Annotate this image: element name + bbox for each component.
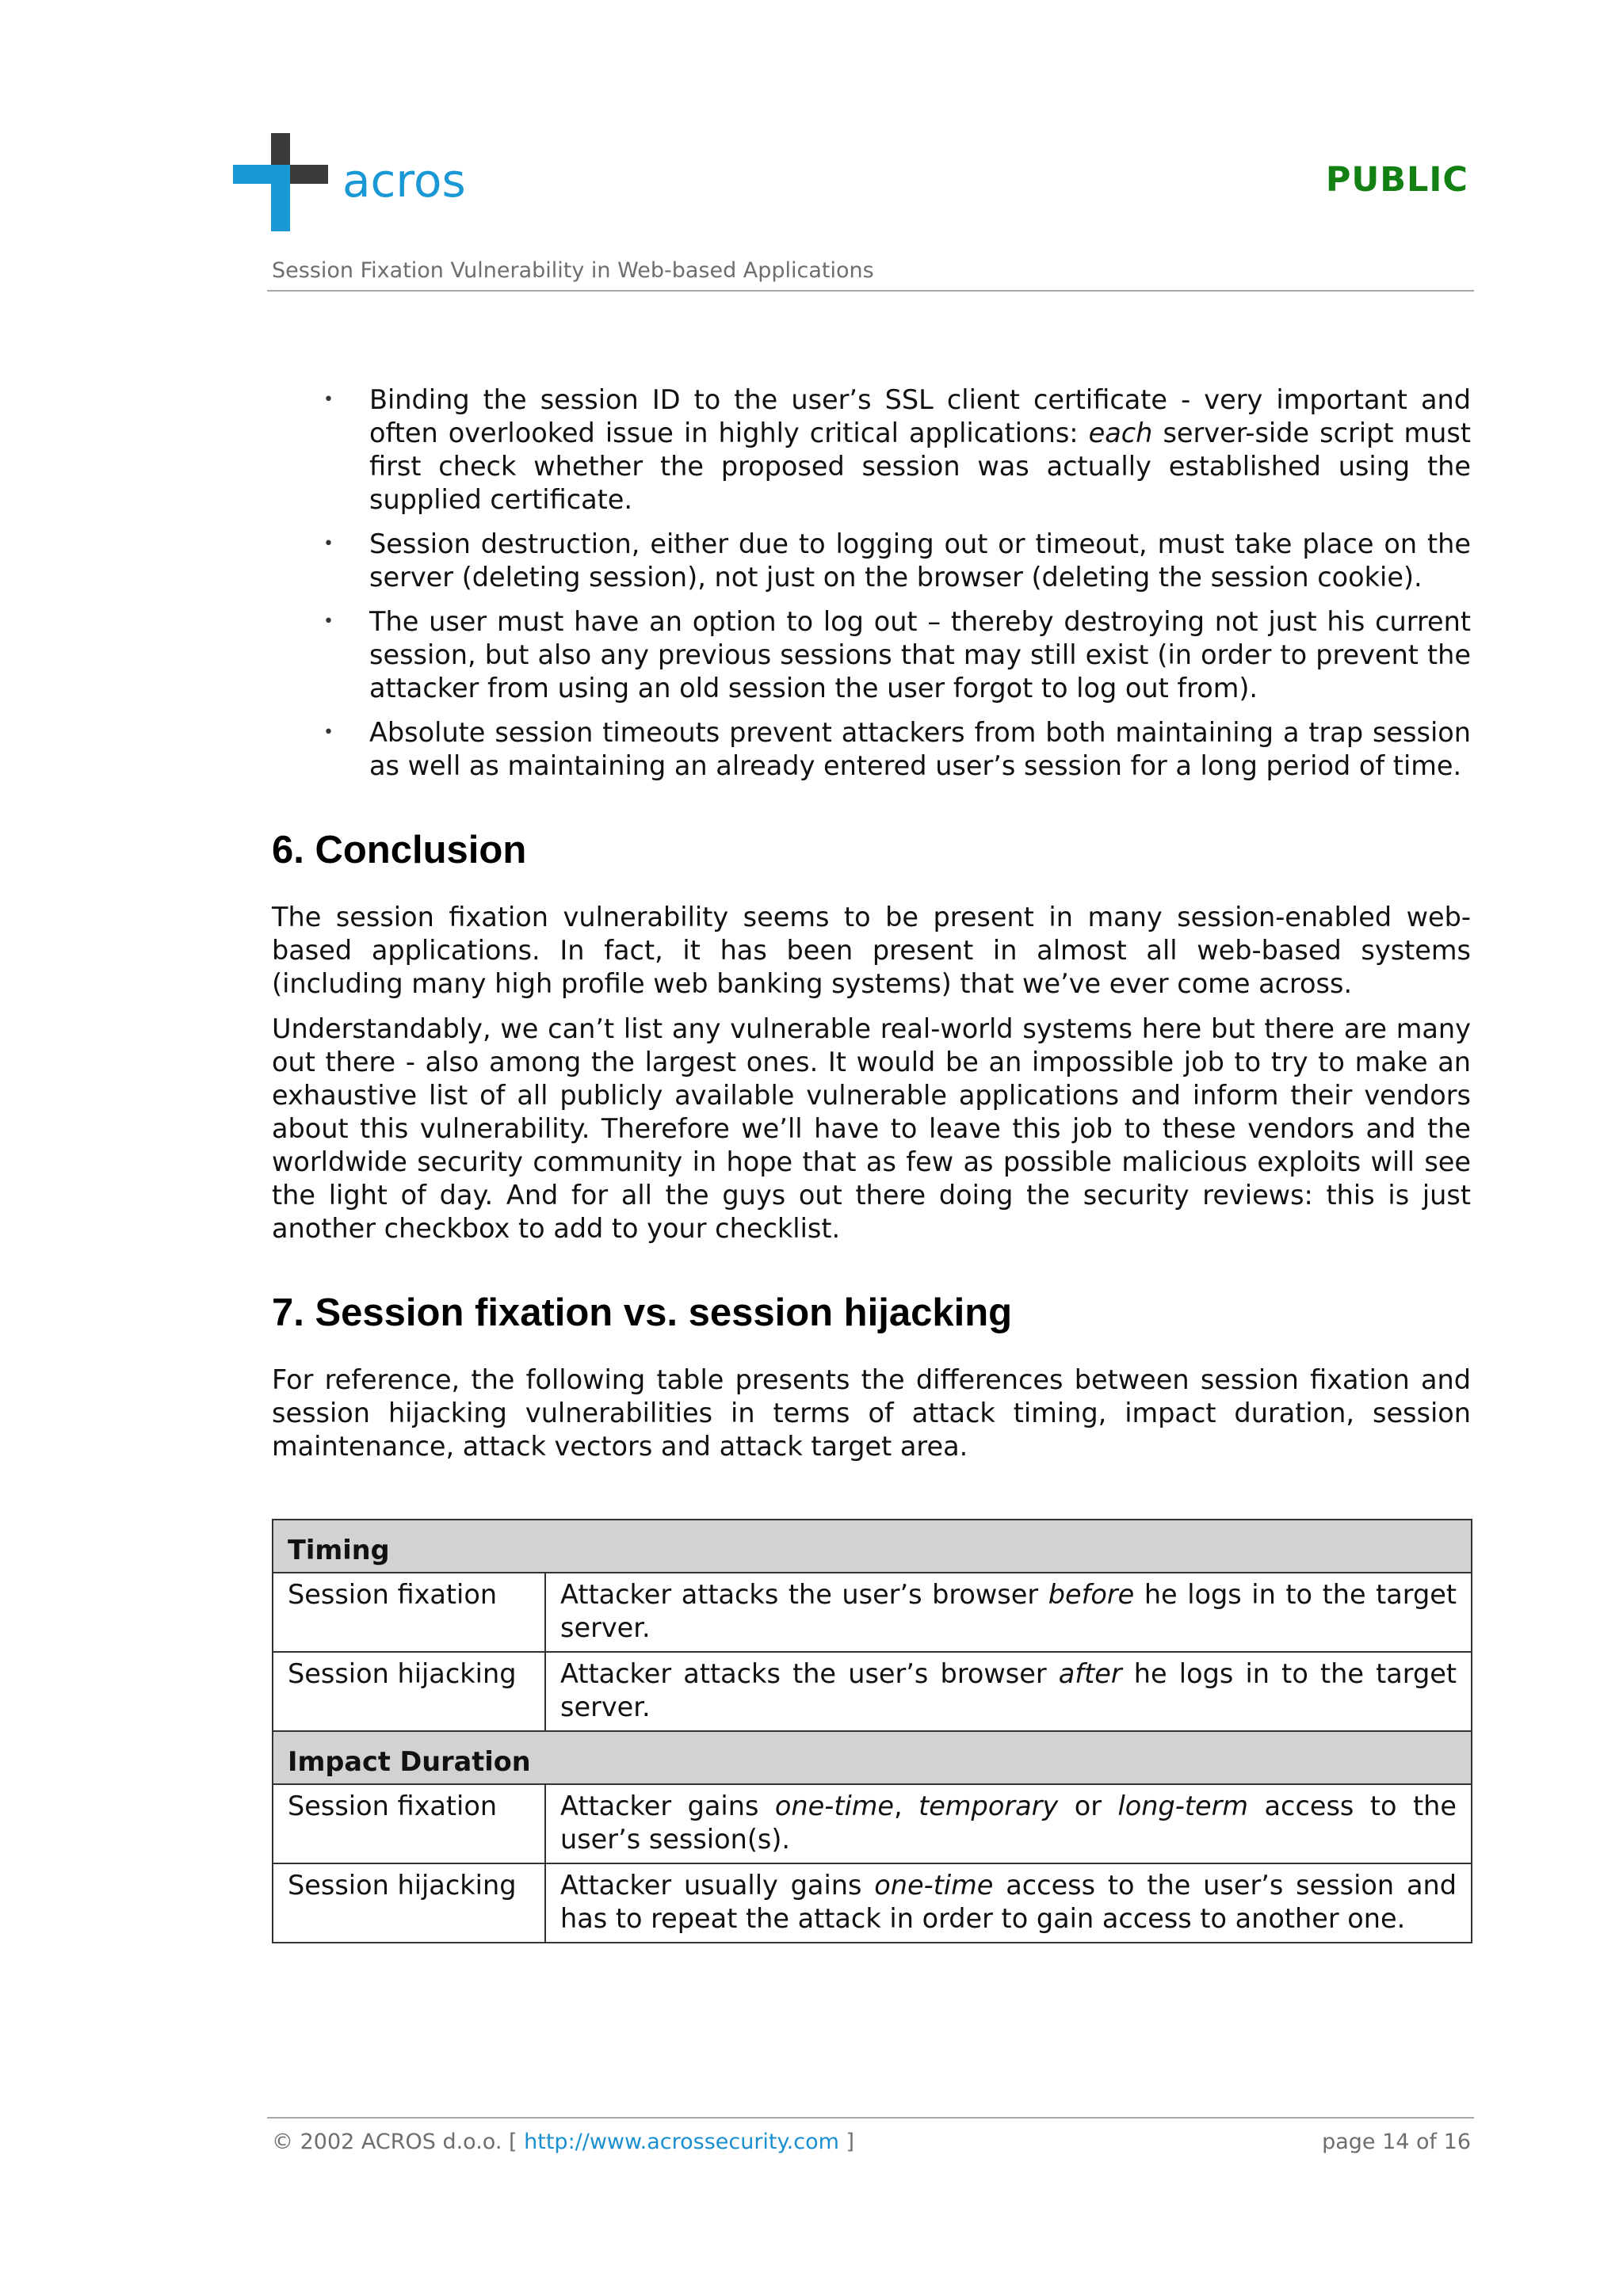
acros-logo <box>233 133 502 231</box>
row-value: Attacker gains one-time, temporary or long-term access to the user’s session(s). <box>545 1784 1472 1863</box>
row-value: Attacker attacks the user’s browser before he logs in to the target server. <box>545 1573 1472 1652</box>
section-title-impact: Impact Duration <box>273 1731 1472 1784</box>
table-section-row <box>273 1520 1472 1573</box>
paragraph: Understandably, we can’t list any vulnerable real-world systems here but there are many out there - also among the largest ones. It would be an impossible job to try to make an exhaustive list of all publicly available vulnerable applications and inform their vendors about this vulnerability. Therefore we’ll have to leave this job to these vendors and the worldwide security community in hope that as few as possible malicious exploits will see the light of day. And for all the guys out there doing the security reviews: this is just another checkbox to add to your checklist. <box>272 1013 1471 1244</box>
section-heading-comparison: 7. Session fixation vs. session hijacking <box>272 1291 1013 1334</box>
list-item: • Absolute session timeouts prevent attackers from both maintaining a trap session as well as maintaining an already entered user’s session for a long period of time. <box>323 717 1471 781</box>
bullet-icon: • <box>323 612 334 631</box>
table-row <box>273 1652 1472 1731</box>
row-label: Session fixation <box>273 1573 545 1652</box>
document-subtitle: Session Fixation Vulnerability in Web-based Applications <box>272 258 874 283</box>
list-item: • Binding the session ID to the user’s SSL client certificate - very important and often overlooked issue in highly critical applications: each server-side script must first check whether the proposed session was actually established using the supplied certificate. <box>323 384 1471 515</box>
page-number: page 14 of 16 <box>1322 2130 1471 2154</box>
copyright-text: © 2002 ACROS d.o.o. [ <box>272 2130 525 2154</box>
list-item: • The user must have an option to log out – thereby destroying not just his current session, but also any previous sessions that may still exist (in order to prevent the attacker from using an old session the user forgot to log out from). <box>323 606 1471 704</box>
table-row <box>273 1863 1472 1943</box>
row-value: Attacker attacks the user’s browser after he logs in to the target server. <box>545 1652 1472 1731</box>
website-link[interactable]: http://www.acrossecurity.com <box>524 2130 839 2154</box>
logo-text: acros <box>342 154 466 208</box>
classification-label: PUBLIC <box>1325 160 1468 200</box>
table-row <box>273 1573 1472 1652</box>
copyright-close: ] <box>838 2130 855 2154</box>
row-label: Session fixation <box>273 1784 545 1863</box>
list-item: • Session destruction, either due to logging out or timeout, must take place on the server (deleting session), not just on the browser (deleting the session cookie). <box>323 528 1471 593</box>
recommendation-list <box>272 383 1471 783</box>
paragraph: For reference, the following table presents the differences between session fixation and session hijacking vulnerabilities in terms of attack timing, impact duration, session maintenance, attack vectors and attack target area. <box>272 1364 1471 1462</box>
row-label: Session hijacking <box>273 1652 545 1731</box>
comparison-table <box>272 1519 1472 1943</box>
table-row <box>273 1784 1472 1863</box>
header-divider <box>267 290 1474 292</box>
page-content <box>272 383 1471 1943</box>
bullet-icon: • <box>323 723 334 742</box>
footer-divider <box>267 2117 1474 2119</box>
paragraph: The session fixation vulnerability seems to be present in many session-enabled web-based applications. In fact, it has been present in almost all web-based systems (including many high profile web banking systems) that we’ve ever come across. <box>272 902 1471 999</box>
row-label: Session hijacking <box>273 1863 545 1943</box>
row-value: Attacker usually gains one-time access to the user’s session and has to repeat the attack in order to gain access to another one. <box>545 1863 1472 1943</box>
bullet-icon: • <box>323 390 334 410</box>
table-section-row <box>273 1731 1472 1784</box>
section-title-timing: Timing <box>273 1520 1472 1573</box>
page-footer <box>272 2130 1471 2154</box>
bullet-icon: • <box>323 534 334 554</box>
section-heading-conclusion: 6. Conclusion <box>272 829 527 871</box>
